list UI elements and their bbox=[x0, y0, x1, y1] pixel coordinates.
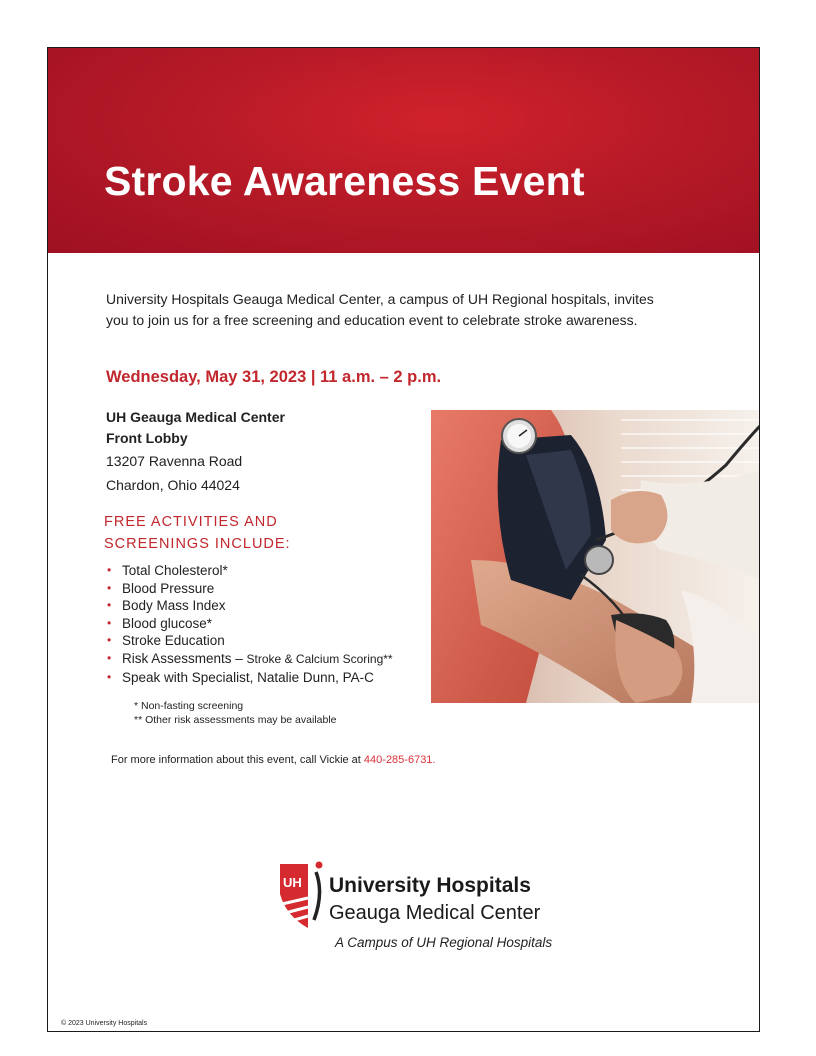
venue-city: Chardon, Ohio 44024 bbox=[106, 477, 240, 493]
intro-line: you to join us for a free screening and education event to celebrate stroke awareness. bbox=[106, 312, 638, 328]
list-item: • Stroke Education bbox=[107, 633, 225, 649]
venue-street: 13207 Ravenna Road bbox=[106, 453, 243, 469]
bullet-icon: • bbox=[107, 669, 112, 684]
activities-heading-line: FREE ACTIVITIES AND bbox=[104, 514, 278, 530]
uh-mark: UH bbox=[283, 875, 302, 890]
copyright: © 2023 University Hospitals bbox=[61, 1020, 148, 1027]
intro-line: University Hospitals Geauga Medical Center, a campus of UH Regional hospitals, invites bbox=[106, 291, 654, 307]
activities-heading bbox=[104, 511, 291, 555]
activities-heading-line: SCREENINGS INCLUDE: bbox=[104, 536, 291, 552]
venue-location: Front Lobby bbox=[106, 430, 188, 446]
footnotes bbox=[134, 699, 337, 727]
bullet-icon: • bbox=[107, 598, 112, 613]
bullet-icon: • bbox=[107, 563, 112, 577]
org-campus-name: Geauga Medical Center bbox=[329, 902, 541, 924]
activities-list bbox=[104, 562, 393, 686]
list-item: • Blood glucose* bbox=[107, 615, 213, 631]
contact-phone: 440-285-6731. bbox=[363, 754, 436, 766]
page-title: Stroke Awareness Event bbox=[104, 158, 585, 204]
list-item: • Blood Pressure bbox=[107, 580, 215, 596]
list-item: • Total Cholesterol* bbox=[107, 563, 228, 578]
contact-info bbox=[111, 754, 435, 766]
contact-text: For more information about this event, call Vickie at bbox=[111, 754, 364, 766]
intro-paragraph bbox=[106, 289, 706, 331]
event-datetime: Wednesday, May 31, 2023 | 11 a.m. – 2 p.m. bbox=[106, 368, 442, 386]
list-item: • Risk Assessments – Stroke & Calcium Scoring** bbox=[107, 650, 393, 666]
uh-shield-icon bbox=[276, 858, 336, 938]
bullet-icon: • bbox=[107, 650, 112, 665]
header-banner bbox=[48, 48, 759, 253]
org-name: University Hospitals bbox=[329, 874, 531, 897]
list-item: • Body Mass Index bbox=[107, 598, 226, 614]
bullet-icon: • bbox=[107, 615, 112, 630]
org-tagline: A Campus of UH Regional Hospitals bbox=[335, 935, 553, 950]
venue-name: UH Geauga Medical Center bbox=[106, 409, 285, 425]
blood-pressure-photo bbox=[431, 410, 760, 703]
venue-block bbox=[106, 407, 285, 497]
list-item: • Speak with Specialist, Natalie Dunn, PA-C bbox=[107, 669, 374, 685]
footnote: * Non-fasting screening bbox=[134, 700, 244, 712]
bullet-icon: • bbox=[107, 633, 112, 648]
footnote: ** Other risk assessments may be available bbox=[134, 714, 337, 726]
bullet-icon: • bbox=[107, 580, 112, 595]
flyer-page bbox=[47, 47, 760, 1032]
